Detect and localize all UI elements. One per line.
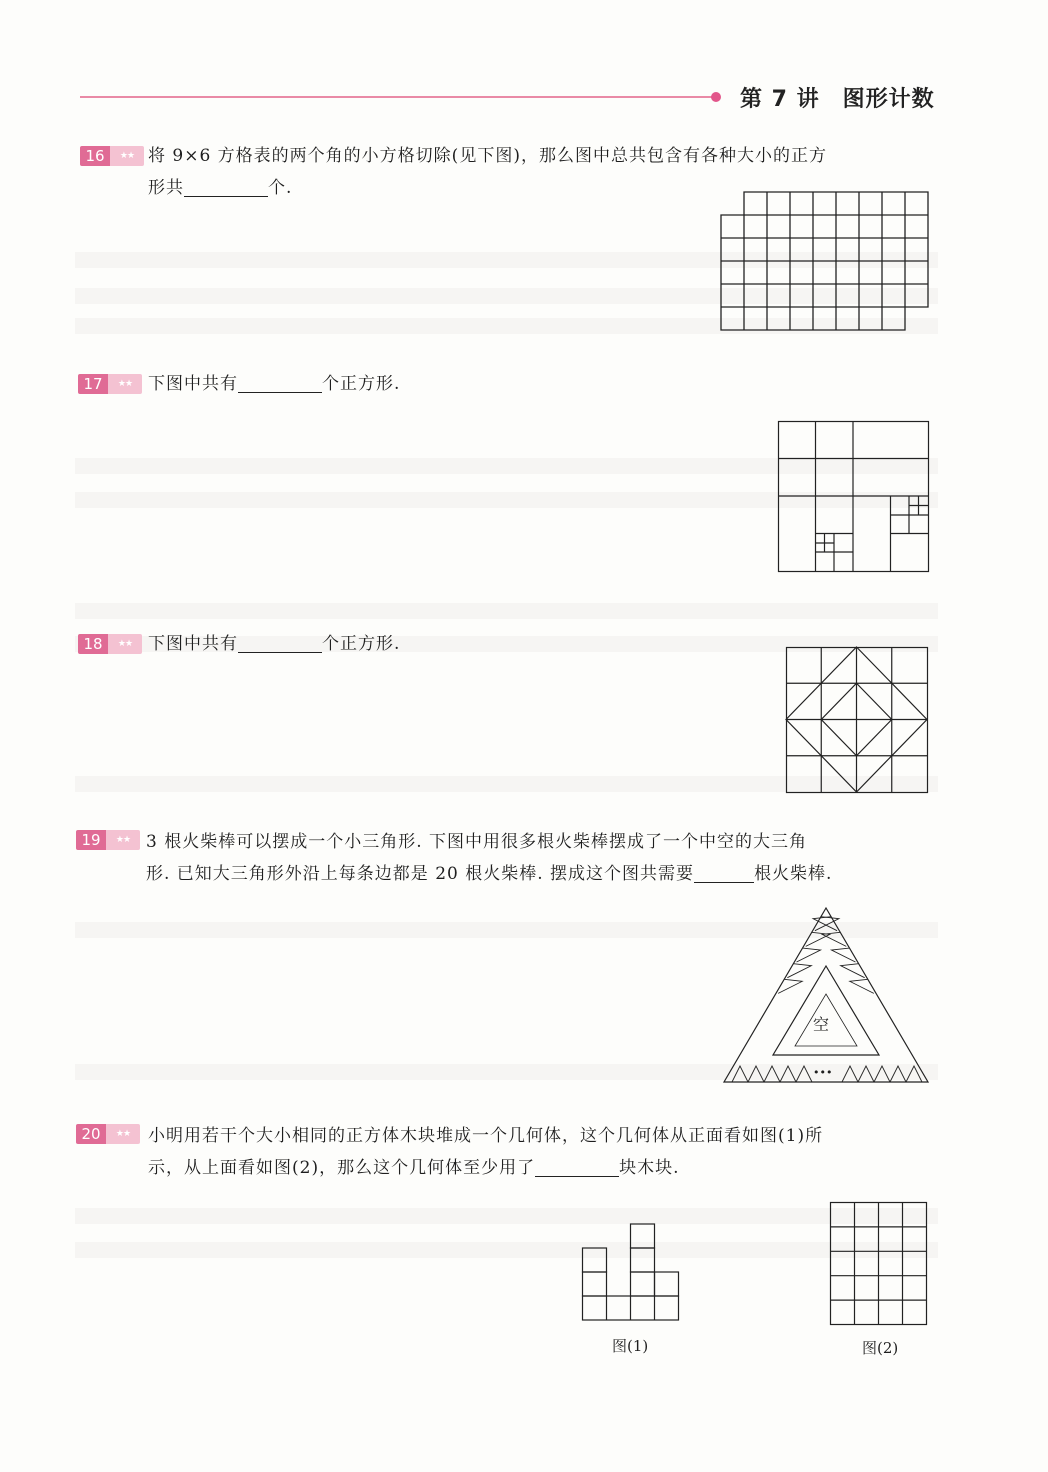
question-badge <box>78 634 142 654</box>
difficulty-stars-icon: ★★ <box>108 374 142 394</box>
question-text <box>148 368 400 400</box>
text-fragment: 形. 已知大三角形外沿上每条边都是 20 根火柴棒. 摆成这个图共需要 <box>146 864 695 884</box>
text-fragment: 下图中共有 <box>148 374 238 394</box>
question-badge <box>76 1124 140 1144</box>
text-fragment: 示，从上面看如图(2)，那么这个几何体至少用了 <box>148 1158 536 1178</box>
text-fragment: 块木块. <box>619 1158 680 1178</box>
question-line <box>148 1152 823 1184</box>
cut-grid-figure <box>721 192 931 332</box>
question-text <box>146 826 832 890</box>
text-fragment: 个. <box>268 178 293 198</box>
question-line: 将 9×6 方格表的两个角的小方格切除(见下图)，那么图中总共包含有各种大小的正方 <box>148 146 827 166</box>
diamond-grid-figure <box>786 647 930 795</box>
front-view-figure <box>582 1223 682 1323</box>
text-fragment: 形共 <box>148 178 184 198</box>
question-badge <box>80 146 144 166</box>
question-badge <box>76 830 140 850</box>
question-number: 18 <box>78 634 108 654</box>
difficulty-stars-icon: ★★ <box>106 830 140 850</box>
header-dot <box>711 92 721 102</box>
bleed-through <box>75 603 938 619</box>
question-line: 3 根火柴棒可以摆成一个小三角形. 下图中用很多根火柴棒摆成了一个中空的大三角 <box>146 832 808 852</box>
text-fragment: 个正方形. <box>322 374 401 394</box>
question-text <box>148 628 400 660</box>
question-number: 20 <box>76 1124 106 1144</box>
matchstick-triangle-figure <box>724 906 930 1086</box>
question-line: 小明用若干个大小相同的正方体木块堆成一个几何体，这个几何体从正面看如图(1)所 <box>148 1126 824 1146</box>
figure-caption: 图(1) <box>612 1337 649 1355</box>
answer-blank[interactable] <box>694 862 754 883</box>
text-fragment: 个正方形. <box>322 634 401 654</box>
question-line <box>146 858 832 890</box>
difficulty-stars-icon: ★★ <box>106 1124 140 1144</box>
answer-blank[interactable] <box>184 176 268 197</box>
figure-caption: 图(2) <box>862 1339 899 1357</box>
question-number: 19 <box>76 830 106 850</box>
text-fragment: 根火柴棒. <box>754 864 833 884</box>
question-badge <box>78 374 142 394</box>
question-text <box>148 1120 823 1184</box>
bleed-through <box>75 1208 938 1224</box>
header-rule <box>80 96 712 98</box>
question-number: 17 <box>78 374 108 394</box>
difficulty-stars-icon: ★★ <box>110 146 144 166</box>
question-number: 16 <box>80 146 110 166</box>
center-label: 空 <box>813 1015 830 1034</box>
page-title: 第 7 讲 图形计数 <box>740 87 935 112</box>
top-view-figure <box>830 1202 930 1328</box>
answer-blank[interactable] <box>238 372 322 393</box>
difficulty-stars-icon: ★★ <box>108 634 142 654</box>
nested-squares-figure <box>778 421 930 573</box>
text-fragment: 下图中共有 <box>148 634 238 654</box>
bleed-through <box>75 1242 938 1258</box>
answer-blank[interactable] <box>535 1156 619 1177</box>
ellipsis-dots-icon: ••• <box>813 1066 833 1079</box>
answer-blank[interactable] <box>238 632 322 653</box>
